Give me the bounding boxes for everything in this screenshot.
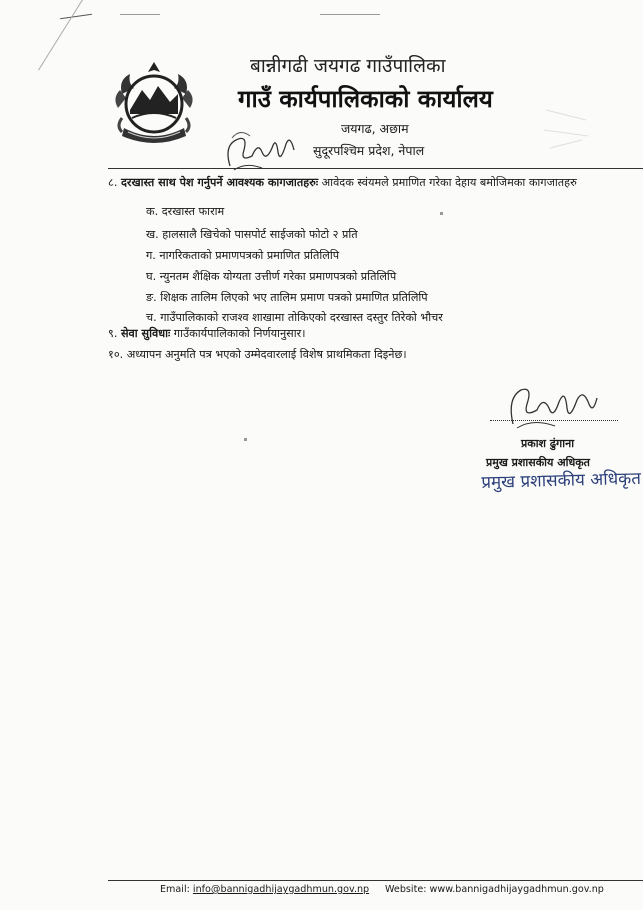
footer-email bbox=[160, 884, 369, 895]
signature-dotted-line bbox=[490, 420, 618, 421]
officer-title: प्रमुख प्रशासकीय अधिकृत bbox=[486, 456, 590, 469]
item-8-heading: दरखास्त साथ पेश गर्नुपर्ने आवश्यक कागजातहरुः bbox=[120, 176, 319, 189]
municipality-name: बान्नीगढी जयगढ गाउँपालिका bbox=[250, 55, 446, 77]
item-10: १०. अध्यापन अनुमति पत्र भएको उम्मेदवारलाई विशेष प्राथमिकता दिइनेछ। bbox=[108, 348, 407, 361]
officer-stamp: प्रमुख प्रशासकीय अधिकृत bbox=[481, 468, 642, 493]
scan-artifact-line bbox=[320, 14, 380, 15]
item-8 bbox=[108, 175, 577, 190]
list-item: क. दरखास्त फाराम bbox=[146, 205, 225, 218]
email-label: Email: bbox=[160, 884, 190, 895]
scan-speck bbox=[244, 438, 247, 441]
scan-speck bbox=[440, 212, 443, 215]
faint-stamp-mark bbox=[536, 100, 596, 160]
email-link[interactable]: info@bannigadhijaygadhmun.gov.np bbox=[192, 884, 370, 895]
office-place: जयगढ, अछाम bbox=[341, 121, 409, 136]
nepal-government-emblem-icon bbox=[108, 58, 200, 150]
item-9-text: गाउँकार्यपालिकाको निर्णयानुसार। bbox=[173, 327, 306, 340]
scan-artifact-line bbox=[38, 0, 87, 71]
website-label: Website: bbox=[385, 884, 427, 895]
office-province: सुदूरपश्चिम प्रदेश, नेपाल bbox=[313, 143, 425, 158]
officer-name: प्रकाश ढुंगाना bbox=[521, 437, 575, 450]
scan-artifact-line bbox=[120, 14, 160, 15]
list-item: ग. नागरिकताको प्रमाणपत्रको प्रमाणित प्रतिलिपि bbox=[146, 249, 340, 262]
handwritten-signature-icon bbox=[222, 122, 302, 178]
footer-website bbox=[385, 884, 604, 895]
office-name: गाउँ कार्यपालिकाको कार्यालय bbox=[238, 85, 493, 113]
item-9-number: ९. bbox=[108, 327, 118, 340]
item-8-number: ८. bbox=[108, 176, 118, 189]
list-item: ङ. शिक्षक तालिम लिएको भए तालिम प्रमाण पत्रको प्रमाणित प्रतिलिपि bbox=[146, 291, 428, 304]
list-item: घ. न्युनतम शैक्षिक योग्यता उत्तीर्ण गरेका प्रमाणपत्रको प्रतिलिपि bbox=[146, 270, 397, 283]
footer-rule bbox=[108, 880, 643, 881]
scan-artifact-line bbox=[60, 14, 92, 19]
handwritten-signature-icon bbox=[503, 380, 603, 432]
item-9 bbox=[108, 326, 305, 341]
item-8-text: आवेदक स्वंयमले प्रमाणित गरेका देहाय बमोजिमका कागजातहरु bbox=[321, 176, 577, 189]
website-link[interactable]: www.bannigadhijaygadhmun.gov.np bbox=[429, 884, 604, 895]
header-rule bbox=[108, 168, 643, 169]
list-item: च. गाउँपालिकाको राजश्व शाखामा तोकिएको दरखास्त दस्तुर तिरेको भौचर bbox=[146, 311, 443, 324]
list-item: ख. हालसालै खिचेको पासपोर्ट साईजको फोटो २ प्रति bbox=[146, 228, 358, 241]
item-9-heading: सेवा सुविधाः bbox=[120, 327, 171, 340]
